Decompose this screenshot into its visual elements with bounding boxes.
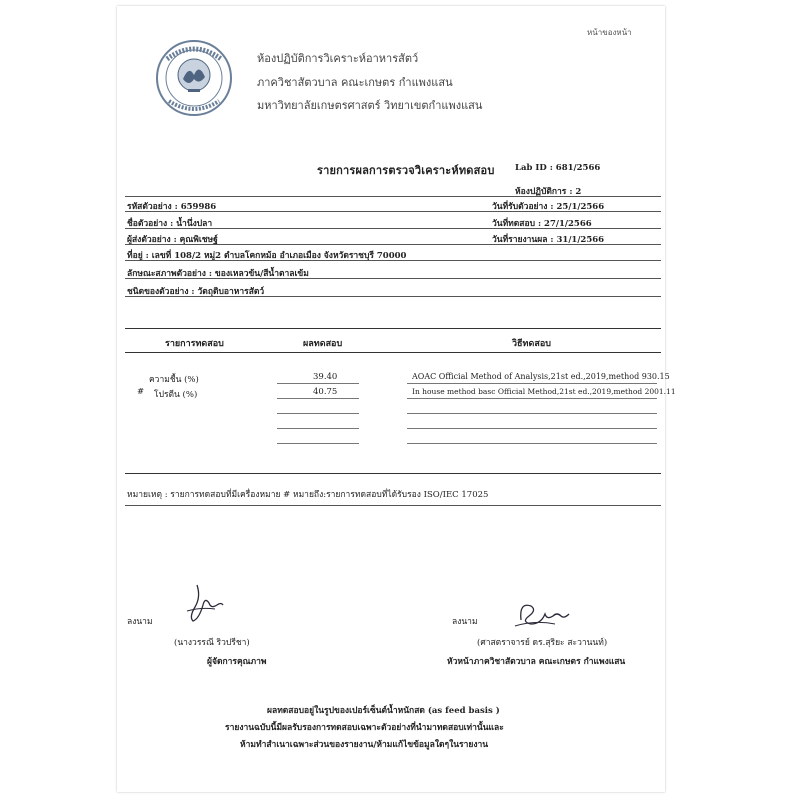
table-bottom-rule (125, 473, 661, 474)
page-label: หน้าของหน้า (587, 28, 632, 37)
test-method: AOAC Official Method of Analysis,21st ed.,2019,method 930.15 (412, 372, 670, 381)
signer-title-right: หัวหน้าภาควิชาสัตวบาล คณะเกษตร กำแพงแสน (447, 657, 626, 667)
column-header-item: รายการทดสอบ (165, 339, 224, 349)
divider (125, 228, 661, 229)
footer-validity: รายงานฉบับนี้มีผลรับรองการทดสอบเฉพาะตัวอย่างที่นำมาทดสอบเท่านั้นและ (225, 723, 504, 733)
sample-code: รหัสตัวอย่าง : 659986 (127, 202, 217, 212)
department-name: ภาควิชาสัตวบาล คณะเกษตร กำแพงแสน (257, 76, 453, 89)
divider (125, 211, 661, 212)
signer-name-left: (นางวรรณี ริวปรีชา) (174, 638, 250, 648)
sample-name: ชื่อตัวอย่าง : น้ำนึ่งปลา (127, 219, 213, 229)
footer-copy-restriction: ห้ามทำสำเนาเฉพาะส่วนของรายงาน/ห้ามแก้ไขข้อมูลใดๆในรายงาน (240, 740, 489, 750)
accredited-mark: # (137, 387, 145, 397)
date-reported: วันที่รายงานผล : 31/1/2566 (492, 235, 605, 245)
sample-sender: ผู้ส่งตัวอย่าง : คุณพิเชษฐ์ (127, 235, 218, 245)
remark-note: หมายเหตุ : รายการทดสอบที่มีเครื่องหมาย # หมายถึง:รายการทดสอบที่ได้รับรอง ISO/IEC 17025 (127, 490, 489, 500)
sender-address: ที่อยู่ : เลขที่ 108/2 หมู่2 ตำบลโคกหม้อ อำเภอเมือง จังหวัดราชบุรี 70000 (127, 251, 407, 261)
date-received: วันที่รับตัวอย่าง : 25/1/2566 (492, 202, 605, 212)
lab-name: ห้องปฏิบัติการวิเคราะห์อาหารสัตว์ (257, 52, 419, 65)
university-seal-logo (155, 39, 233, 117)
date-tested: วันที่ทดสอบ : 27/1/2566 (492, 219, 592, 229)
test-result: 40.75 (313, 387, 338, 397)
blank-line (277, 428, 359, 429)
university-name: มหาวิทยาลัยเกษตรศาสตร์ วิทยาเขตกำแพงแสน (257, 99, 483, 112)
sign-label-right: ลงนาม (452, 617, 478, 627)
divider (125, 296, 661, 297)
method-underline (407, 398, 657, 399)
divider (125, 196, 661, 197)
test-item: โปรตีน (%) (154, 390, 198, 400)
handwritten-signature-right (507, 598, 577, 633)
divider (125, 505, 661, 506)
test-item: ความชื้น (%) (149, 375, 199, 385)
footer-basis: ผลทดสอบอยู่ในรูปของเปอร์เซ็นต์น้ำหนักสด (as feed basis ) (267, 706, 500, 716)
column-header-method: วิธีทดสอบ (512, 339, 551, 349)
result-underline (277, 383, 359, 384)
test-result: 39.40 (313, 372, 338, 382)
divider (125, 244, 661, 245)
blank-line (277, 413, 359, 414)
handwritten-signature-left (177, 581, 237, 626)
blank-line (407, 413, 657, 414)
signer-title-left: ผู้จัดการคุณภาพ (207, 657, 267, 667)
lab-id: Lab ID : 681/2566 (515, 163, 601, 173)
report-sheet (117, 6, 676, 792)
signer-name-right: (ศาสตราจารย์ ดร.สุริยะ สะวานนท์) (477, 638, 608, 648)
test-method: In house method basc Official Method,21st ed.,2019,method 2001.11 (412, 387, 676, 396)
report-title: รายการผลการตรวจวิเคราะห์ทดสอบ (317, 164, 495, 177)
lab-number: ห้องปฏิบัติการ : 2 (515, 187, 582, 197)
divider (125, 278, 661, 279)
divider (125, 260, 661, 261)
blank-line (407, 443, 657, 444)
result-underline (277, 398, 359, 399)
blank-line (407, 428, 657, 429)
method-underline (407, 383, 657, 384)
table-header-rule (125, 352, 661, 353)
table-top-rule (125, 328, 661, 329)
blank-line (277, 443, 359, 444)
sign-label-left: ลงนาม (127, 617, 153, 627)
sample-type: ชนิดของตัวอย่าง : วัตถุดิบอาหารสัตว์ (127, 287, 265, 297)
column-header-result: ผลทดสอบ (303, 339, 343, 349)
sample-condition: ลักษณะสภาพตัวอย่าง : ของเหลวข้น/สีน้ำตาลเข้ม (127, 269, 309, 279)
